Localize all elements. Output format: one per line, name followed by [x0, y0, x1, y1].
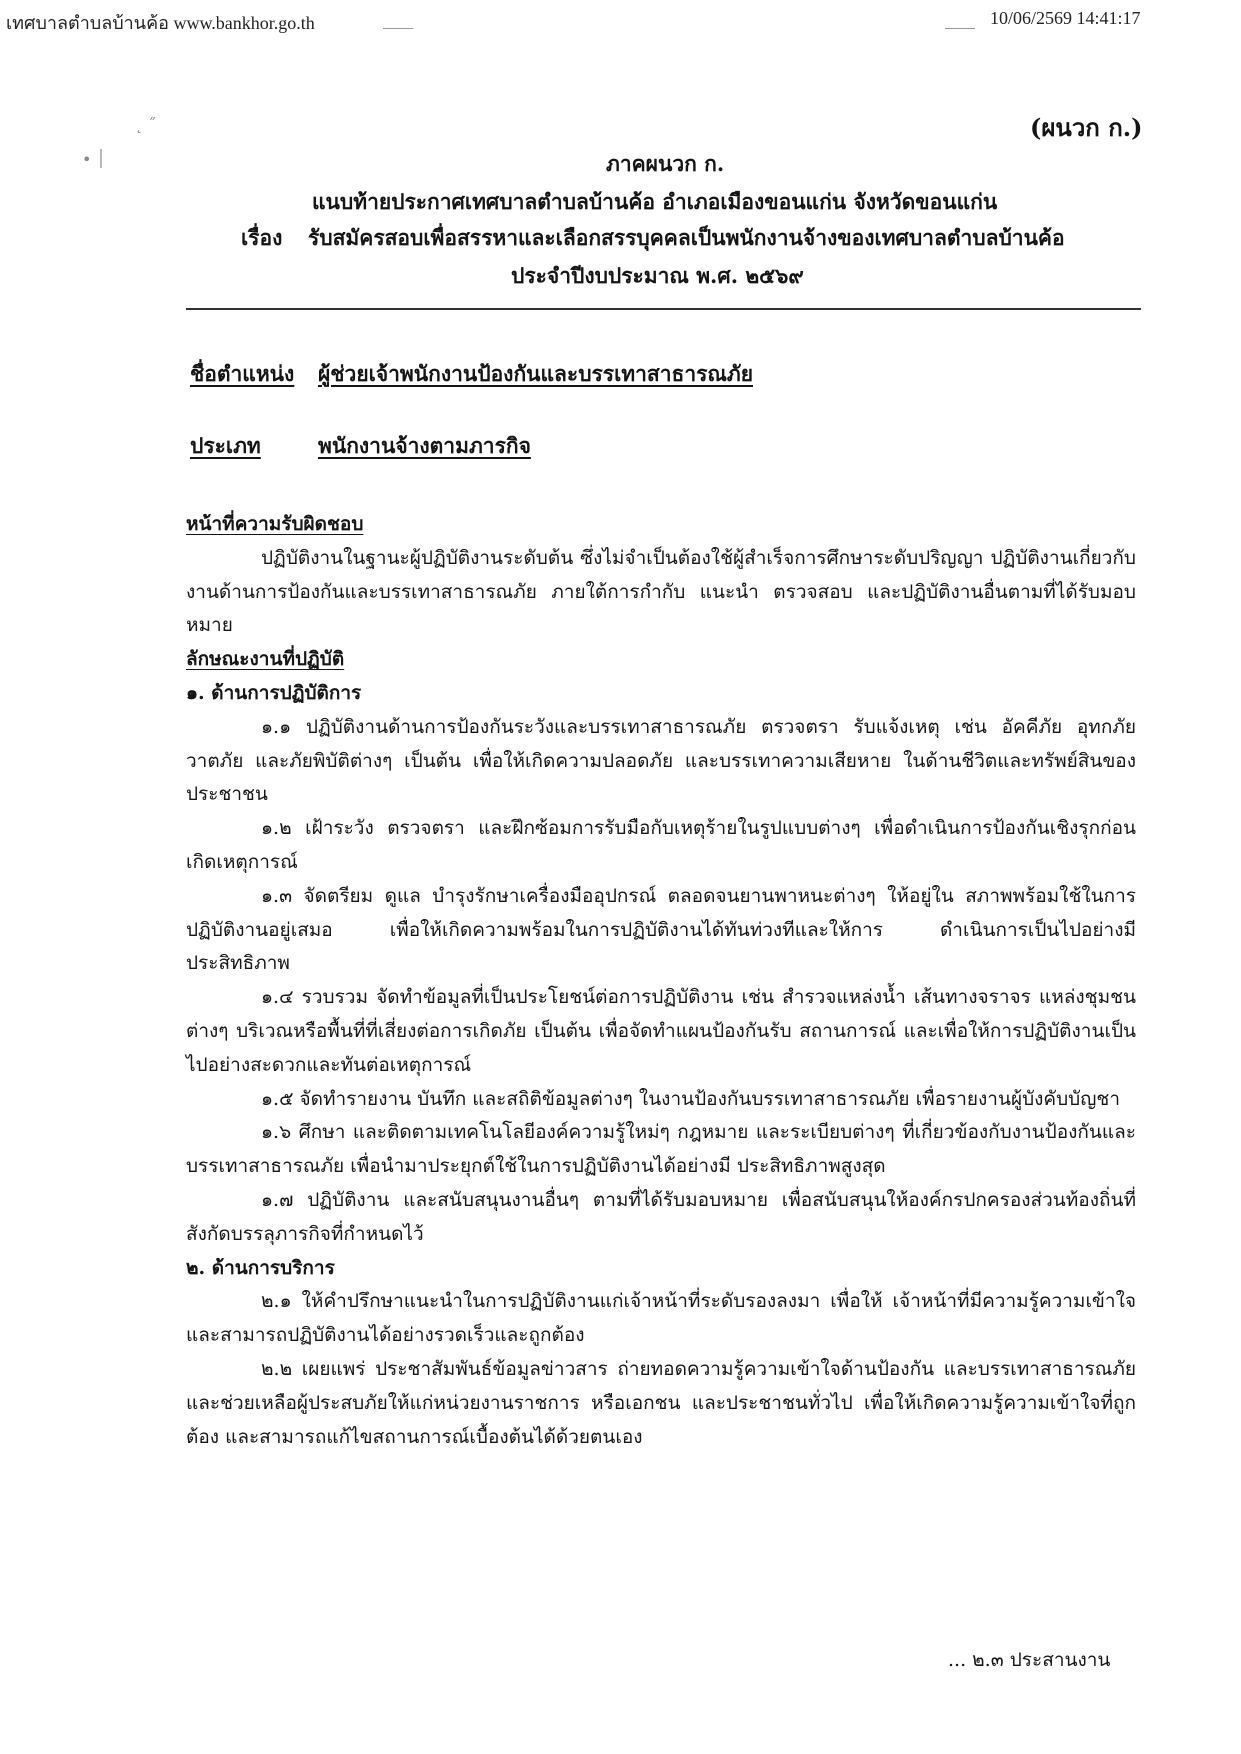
document-body: [186, 508, 1136, 1454]
responsibilities-text: ปฏิบัติงานในฐานะผู้ปฏิบัติงานระดับต้น ซึ่งไม่จำเป็นต้องใช้ผู้สำเร็จการศึกษาระดับปริญญา ปฏิบัติงานเกี่ยวกับงานด้านการป้องกันและบรรเทาสาธารณภัย ภายใต้การกำกับ แนะนำ ตรวจสอบ และปฏิบัติงานอื่นตามที่ได้รับมอบหมาย: [186, 546, 1136, 637]
responsibilities-heading: หน้าที่ความรับผิดชอบ: [186, 513, 364, 535]
section-1-item: ๑.๖ ศึกษา และติดตามเทคโนโลยีองค์ความรู้ใหม่ๆ กฎหมาย และระเบียบต่างๆ ที่เกี่ยวข้องกับงานป้องกันและบรรเทาสาธารณภัย เพื่อนำมาประยุกต์ใช้ในการปฏิบัติงานได้อย่างมี ประสิทธิภาพสูงสุด: [186, 1121, 1136, 1178]
section-1-item: ๑.๗ ปฏิบัติงาน และสนับสนุนงานอื่นๆ ตามที่ได้รับมอบหมาย เพื่อสนับสนุนให้องค์กรปกครองส่วนท้องถิ่นที่สังกัดบรรลุภารกิจที่กำหนดไว้: [186, 1188, 1136, 1245]
section-1-item: ๑.๕ จัดทำรายงาน บันทึก และสถิติข้อมูลต่างๆ ในงานป้องกันบรรเทาสาธารณภัย เพื่อรายงานผู้บังคับบัญชา: [261, 1087, 1120, 1110]
job-nature-heading: ลักษณะงานที่ปฏิบัติ: [186, 648, 345, 671]
section-1-heading: ๑. ด้านการปฏิบัติการ: [186, 681, 362, 704]
subject-text: รับสมัครสอบเพื่อสรรหาและเลือกสรรบุคคลเป็นพนักงานจ้างของเทศบาลตำบลบ้านค้อ: [308, 225, 1065, 250]
header-datetime: 10/06/2569 14:41:17: [990, 8, 1141, 28]
section-1-item: ๑.๔ รวบรวม จัดทำข้อมูลที่เป็นประโยชน์ต่อการปฏิบัติงาน เช่น สำรวจแหล่งน้ำ เส้นทางจราจร แหล่งชุมชนต่างๆ บริเวณหรือพื้นที่ที่เสี่ยงต่อการเกิดภัย เป็นต้น เพื่อจัดทำแผนป้องกันรับ สถานการณ์ และเพื่อให้การปฏิบัติงานเป็นไปอย่างสะดวกและทันต่อเหตุการณ์: [186, 986, 1136, 1076]
title-appendix: ภาคผนวก ก.: [606, 151, 725, 176]
section-2-heading: ๒. ด้านการบริการ: [186, 1256, 335, 1279]
title-attachment: แนบท้ายประกาศเทศบาลตำบลบ้านค้อ อำเภอเมืองขอนแก่น จังหวัดขอนแก่น: [312, 189, 998, 214]
subject-label: เรื่อง: [241, 225, 283, 250]
header-divider-right: [945, 28, 975, 29]
header-divider-left: [383, 28, 413, 29]
continued-note: ... ๒.๓ ประสานงาน: [948, 1649, 1111, 1671]
type-value: พนักงานจ้างตามภารกิจ: [318, 433, 531, 458]
fiscal-year: ประจำปีงบประมาณ พ.ศ. ๒๕๖๙: [511, 263, 804, 288]
section-2-item: ๒.๒ เผยแพร่ ประชาสัมพันธ์ข้อมูลข่าวสาร ถ่ายทอดความรู้ความเข้าใจด้านป้องกัน และบรรเทาสาธารณภัยและช่วยเหลือผู้ประสบภัยให้แก่หน่วยงานราชการ หรือเอกชน และประชาชนทั่วไป เพื่อให้เกิดความรู้ความเข้าใจที่ถูกต้อง และสามารถแก้ไขสถานการณ์เบื้องต้นได้ด้วยตนเอง: [186, 1357, 1136, 1448]
section-1-item: ๑.๑ ปฏิบัติงานด้านการป้องกันระวังและบรรเทาสาธารณภัย ตรวจตรา รับแจ้งเหตุ เช่น อัคคีภัย อุทกภัย วาตภัย และภัยพิบัติต่างๆ เป็นต้น เพื่อให้เกิดความปลอดภัย และบรรเทาความเสียหาย ในด้านชีวิตและทรัพย์สินของประชาชน: [186, 715, 1136, 806]
scan-mark: • ׀: [82, 150, 106, 169]
scan-mark: ˛ ˝: [135, 115, 157, 134]
section-1-item: ๑.๓ จัดตรียม ดูแล บำรุงรักษาเครื่องมืออุปกรณ์ ตลอดจนยานพาหนะต่างๆ ให้อยู่ใน สภาพพร้อมใช้ในการปฏิบัติงานอยู่เสมอ เพื่อให้เกิดความพร้อมในการปฏิบัติงานได้ทันท่วงทีและให้การ ดำเนินการเป็นไปอย่างมีประสิทธิภาพ: [186, 884, 1136, 975]
section-2-item: ๒.๑ ให้คำปรึกษาแนะนำในการปฏิบัติงานแก่เจ้าหน้าที่ระดับรองลงมา เพื่อให้ เจ้าหน้าที่มีความรู้ความเข้าใจและสามารถปฏิบัติงานได้อย่างรวดเร็วและถูกต้อง: [186, 1290, 1136, 1347]
header-site: เทศบาลตำบลบ้านค้อ www.bankhor.go.th: [6, 13, 315, 33]
position-value: ผู้ช่วยเจ้าพนักงานป้องกันและบรรเทาสาธารณภัย: [318, 361, 754, 386]
type-label: ประเภท: [190, 433, 261, 458]
title-rule: [186, 308, 1141, 310]
section-1-item: ๑.๒ เฝ้าระวัง ตรวจตรา และฝึกซ้อมการรับมือกับเหตุร้ายในรูปแบบต่างๆ เพื่อดำเนินการป้องกันเชิงรุกก่อนเกิดเหตุการณ์: [186, 817, 1136, 873]
position-label: ชื่อตำแหน่ง: [190, 361, 295, 386]
appendix-tag: (ผนวก ก.): [1030, 113, 1143, 142]
